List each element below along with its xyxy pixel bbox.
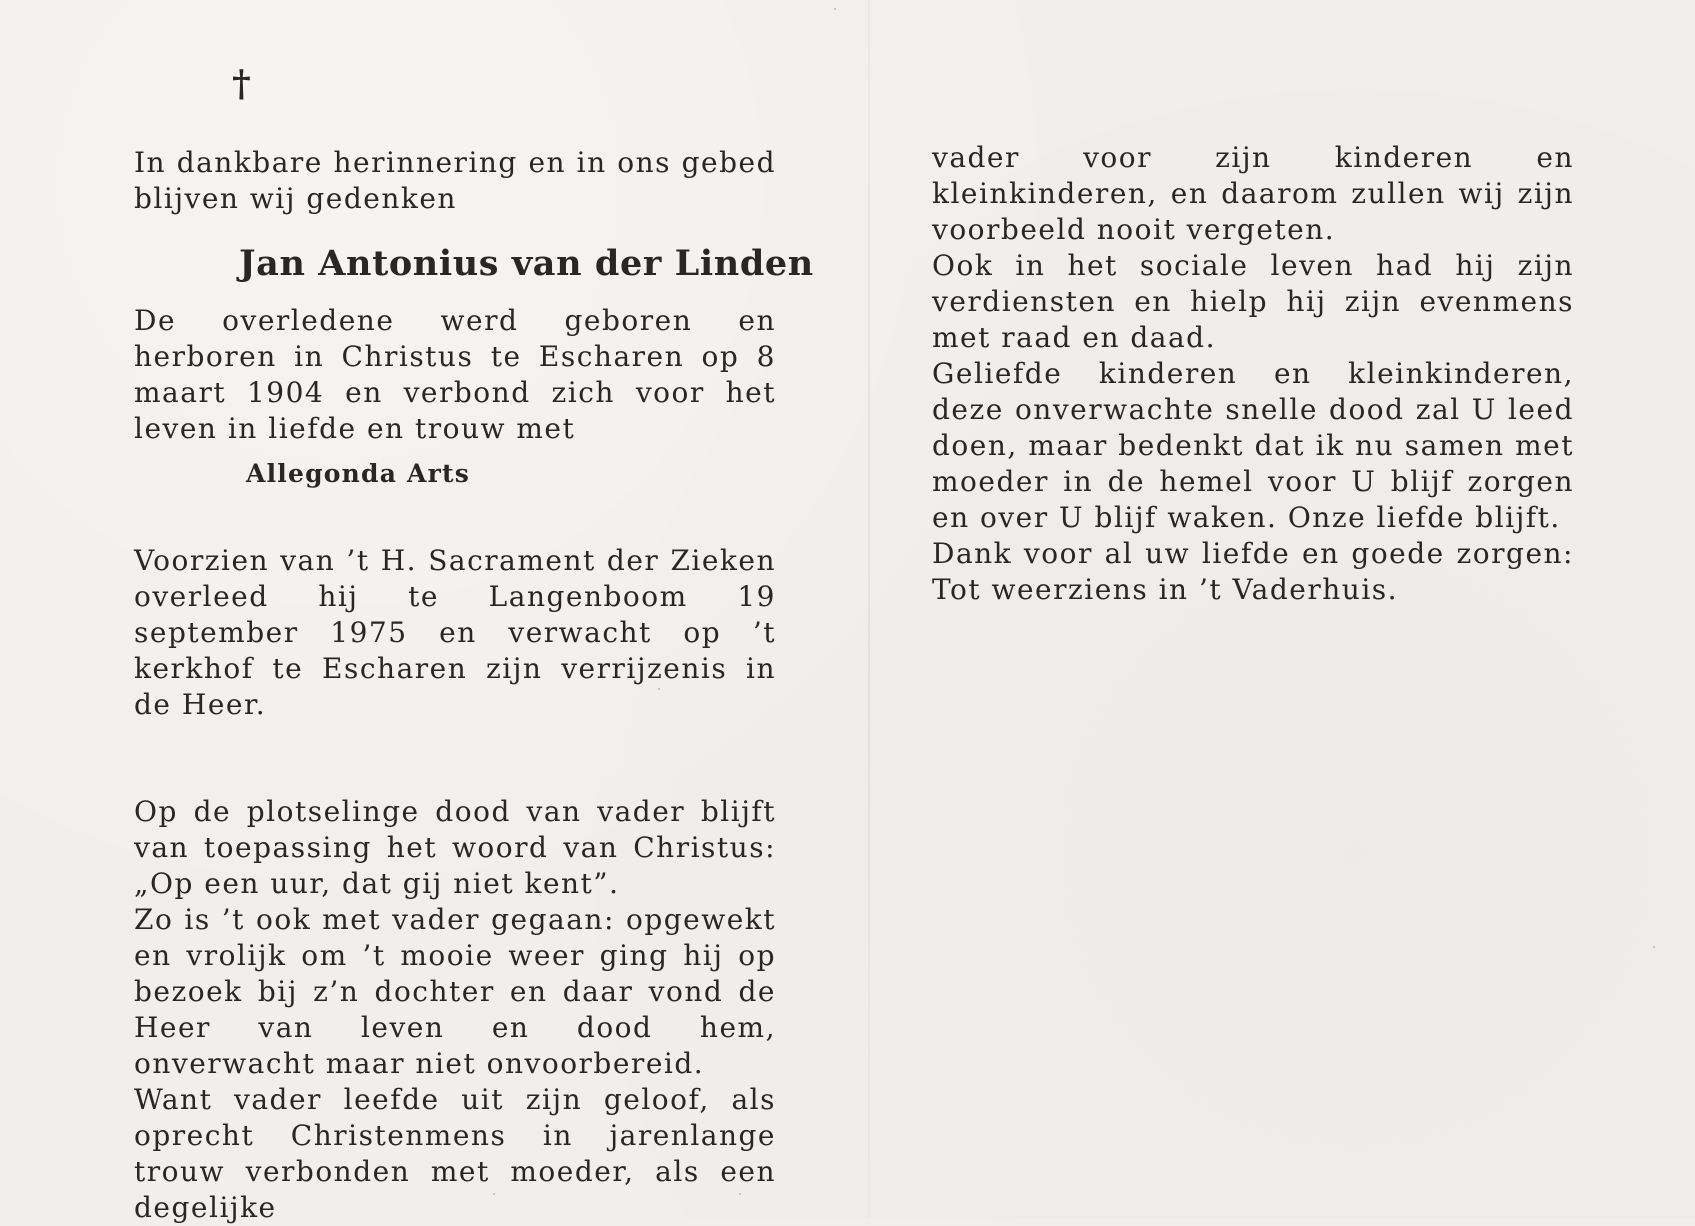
death-text: Voorzien van ’t H. Sacrament der Zieken overleed hij te Langenboom 19 september 1975 en verwacht op ’t kerkhof te Escharen zijn verrijzenis in de Heer. xyxy=(134,544,776,721)
right-paragraph-4: Dank voor al uw liefde en goede zorgen: Tot weerziens in ’t Vaderhuis. xyxy=(932,537,1574,606)
spouse-name: Allegonda Arts xyxy=(246,459,471,488)
right-paragraph-1: vader voor zijn kinderen en kleinkinderen, en daarom zullen wij zijn voorbeeld nooit vergeten. xyxy=(932,141,1574,246)
paper-speck xyxy=(739,1193,741,1195)
cross-icon: † xyxy=(232,63,251,105)
right-paragraph-3: Geliefde kinderen en kleinkinderen, deze onverwachte snelle dood zal U leed doen, maar bedenkt dat ik nu samen met moeder in de hemel voor U blijf zorgen en over U blijf waken. Onze liefde blijft. xyxy=(932,357,1574,534)
birth-text: De overledene werd geboren en herboren in Christus te Escharen op 8 maart 1904 en verbond zich voor het leven in liefde en trouw met xyxy=(134,304,776,445)
paper-speck xyxy=(658,688,660,690)
card-fold xyxy=(868,0,870,1218)
memorial-paragraph-3: Want vader leefde uit zijn geloof, als oprecht Christenmens in jarenlange trouw verbonden met moeder, als een degelijke xyxy=(134,1083,776,1224)
paper-speck xyxy=(493,1193,495,1195)
paper-speck xyxy=(834,8,836,10)
paper-speck xyxy=(1653,946,1655,948)
intro-text: In dankbare herinnering en in ons gebed blijven wij gedenken xyxy=(134,146,776,215)
deceased-name: Jan Antonius van der Linden xyxy=(239,243,814,284)
memorial-text xyxy=(134,794,776,1226)
right-text xyxy=(932,140,1574,608)
right-paragraph-2: Ook in het sociale leven had hij zijn verdiensten en hielp hij zijn evenmens met raad en daad. xyxy=(932,249,1574,354)
memorial-paragraph-1: Op de plotselinge dood van vader blijft van toepassing het woord van Christus: „Op een uur, dat gij niet kent”. xyxy=(134,795,776,900)
memorial-paragraph-2: Zo is ’t ook met vader gegaan: opgewekt en vrolijk om ’t mooie weer ging hij op bezoek bij z’n dochter en daar vond de Heer van leven en dood hem, onverwacht maar niet onvoorbereid. xyxy=(134,903,776,1080)
